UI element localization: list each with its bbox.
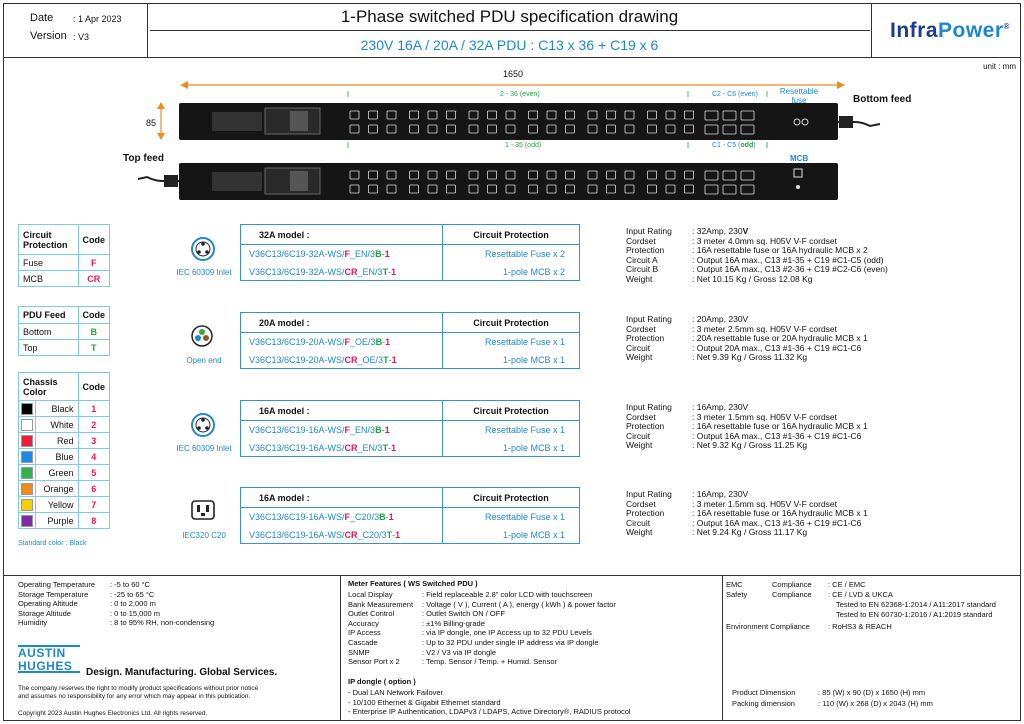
model-spec [626,403,868,451]
model-number: V36C13/6C19-16A-WS/CR_EN/3T-1 [241,440,443,457]
color-row [19,513,110,529]
meter-features-title: Meter Features ( WS Switched PDU ) [348,579,478,588]
even-outlets-label: 2 - 36 (even) [500,91,540,98]
mcb-label: MCB [790,154,809,163]
code-name: Blue [36,449,79,465]
protection-value: 1-pole MCB x 1 [443,352,580,369]
date-label: Date [30,12,54,24]
color-row [19,465,110,481]
env-line: Operating Temperature : -5 to 60 °C [18,580,151,589]
protection-value: 1-pole MCB x 1 [443,527,580,544]
spec-line: Weight : Net 9.32 Kg / Gross 11.25 Kg [626,440,808,450]
code-value: 6 [78,481,110,497]
color-table-header: Chassis Color [19,373,79,401]
tagline: Design. Manufacturing. Global Services. [86,667,278,678]
model-number: V36C13/6C19-16A-WS/F_C20/3B-1 [241,508,443,527]
model-header: 16A model : [241,488,443,508]
spec-line: Cordset : 3 meter 4.0mm sq. H05V V-F cordset [626,235,838,246]
inlet-label: IEC 60309 Inlet [176,444,232,453]
spec-line: Weight : Net 9.39 Kg / Gross 11.32 Kg [626,352,808,362]
inlet-icon [190,412,216,443]
page-title: 1-Phase switched PDU specification drawing [340,7,679,26]
code-value: CR [78,271,110,287]
circuit-code-table [18,224,110,287]
inlet-label: Open end [186,356,222,365]
ip-dongle-title: IP dongle ( option ) [348,677,416,686]
meter-line: Local Display : Field replaceable 2.8" color LCD with touchscreen [348,590,593,599]
env-line: Storage Temperature : -25 to 65 °C [18,589,155,599]
color-row [19,497,110,513]
pdu-drawing [0,60,1024,210]
model-table [240,400,580,457]
code-header: Code [78,373,110,401]
env-line: Humidity : 8 to 95% RH, non-condensing [18,618,215,628]
color-row [19,417,110,433]
spec-line: Input Rating : 20Amp, 230V [626,314,749,324]
disclaimer: The company reserves the right to modify product specifications without prior notice and assumes no responsibility for any error which may appear in this publication. [18,685,259,700]
header [3,3,1021,58]
color-swatch [21,467,33,479]
model-spec [626,490,868,538]
color-swatch [21,435,33,447]
feed-code-table [18,306,110,356]
model-header: 32A model : [241,225,443,245]
color-row [19,449,110,465]
code-name: White [36,417,79,433]
code-value: 4 [78,449,110,465]
model-number: V36C13/6C19-16A-WS/CR_C20/3T-1 [241,527,443,544]
compliance: EMC Compliance : CE / EMC Safety Compliance : CE / LVD & UKCA Tested to EN 62368-1:2014 / A11:2017 standard Tested to EN 60730-1:2016 / A1:2019 standard Environment Compliance : RoHS3 & REACH [726,580,996,631]
model-header: 20A model : [241,313,443,333]
spec-line: Protection : 16A resettable fuse or 16A hydraulic MCB x 1 [626,508,868,518]
env-line: Operating Altitude : 0 to 2,000 m [18,599,156,609]
c19-odd-label: C1 - C5 (odd) [712,142,756,149]
code-name: Black [36,401,79,417]
c19-even-label: C2 - C6 (even) [712,91,758,98]
code-header: Code [78,225,110,255]
resettable-fuse-label: Resettable fuse [779,87,819,105]
code-name: Purple [36,513,79,529]
color-swatch [21,419,33,431]
meter-line: Bank Measurement : Voltage ( V ), Current ( A ), energy ( kWh ) & power factor [348,599,616,609]
brand-power: Power [938,19,1004,42]
footer-divider [722,575,723,721]
protection-header: Circuit Protection [443,313,580,333]
color-swatch [21,403,33,415]
code-name: Green [36,465,79,481]
code-value: 5 [78,465,110,481]
spec-line: Protection : 16A resettable fuse or 16A hydraulic MCB x 2 [626,245,868,255]
inlet-icon [190,236,216,267]
spec-line: Protection : 20A resettable fuse or 20A hydraulic MCB x 1 [626,333,868,343]
code-name: Orange [36,481,79,497]
spec-line: Cordset : 3 meter 2.5mm sq. H05V V-F cordset [626,323,838,334]
meter-module [212,108,320,194]
protection-value: Resettable Fuse x 2 [443,245,580,264]
model-table [240,224,580,281]
model-spec [626,227,888,284]
color-row [19,433,110,449]
meter-line: IP Access : via IP dongle, one IP Access up to 32 PDU Levels [348,628,592,638]
model-number: V36C13/6C19-16A-WS/F_EN/3B-1 [241,421,443,440]
meter-line: Accuracy : ±1% Billing-grade [348,618,485,628]
protection-value: 1-pole MCB x 1 [443,440,580,457]
color-swatch [21,499,33,511]
brand-reg: ® [1003,22,1010,31]
odd-outlets-label: 1 - 35 (odd) [505,142,542,149]
code-value: 1 [78,401,110,417]
length-value: 1650 [503,69,524,79]
model-number: V36C13/6C19-20A-WS/CR_OE/3T-1 [241,352,443,369]
spec-line: Weight : Net 10.15 Kg / Gross 12.08 Kg [626,273,813,284]
spec-line: Cordset : 3 meter 1.5mm sq. H05V V-F cordset [626,411,838,422]
copyright: Copyright 2023 Austin Hughes Electronics Ltd. All rights reserved. [18,710,208,717]
code-value: 3 [78,433,110,449]
footer-divider [340,575,341,721]
code-name: Red [36,433,79,449]
spec-line: Input Rating : 16Amp, 230V [626,402,749,412]
model-spec [626,315,868,363]
version-value: : V3 [73,32,90,42]
spec-line: Circuit B : Output 16A max., C13 #2-36 + C19 #C2-C6 (even) [626,264,888,274]
code-name: Fuse [19,255,79,271]
version-label: Version [30,30,67,42]
protection-header: Circuit Protection [443,225,580,245]
page-subtitle: 230V 16A / 20A / 32A PDU : C13 x 36 + C19 x 6 [360,37,659,53]
length-dimension-line [180,81,845,89]
brand-logo [890,19,1010,43]
model-table [240,312,580,369]
spec-line: Protection : 16A resettable fuse or 16A hydraulic MCB x 1 [626,421,868,431]
spec-line: Circuit : Output 16A max., C13 #1-36 + C19 #C1-C6 [626,430,862,441]
code-name: Top [19,340,79,356]
spec-line: Circuit : Output 20A max., C13 #1-36 + C19 #C1-C6 [626,342,862,353]
code-value: 8 [78,513,110,529]
color-swatch [21,451,33,463]
meter-features [348,590,616,667]
logo-line2: HUGHES [18,659,73,673]
protection-header: Circuit Protection [443,488,580,508]
color-code-table [18,372,110,529]
height-dimension-line [157,102,165,140]
bottom-feed-label: Bottom feed [853,94,912,105]
spec-line: Circuit A : Output 16A max., C13 #1-35 + C19 #C1-C5 (odd) [626,254,884,265]
ip-dongle-list: - Dual LAN Network Failover - 10/100 Ethernet & Gigabit Ethernet standard - Enterprise IP Authentication, LDAPv3 / LDAPS, Active Directory®, RADIUS protocol [348,688,631,717]
austin-hughes-logo [18,645,80,673]
model-table [240,487,580,544]
code-value: B [78,324,110,340]
standard-color-note: Standard color : Black [18,540,87,547]
spec-line: Weight : Net 9.24 Kg / Gross 11.17 Kg [626,527,808,537]
cord-bottom [838,117,880,127]
color-swatch [21,515,33,527]
unit-label: unit : mm [983,62,1016,71]
meter-line: Cascade : Up to 32 PDU under single IP address via IP dongle [348,637,599,647]
spec-line: Input Rating : 16Amp, 230V [626,489,749,499]
environment-spec [18,580,215,628]
title-divider [150,30,870,31]
header-divider [871,3,872,58]
inlet-icon [190,324,214,353]
footer-divider [3,575,1021,576]
meter-line: Outlet Control : Outlet Switch ON / OFF [348,609,505,619]
code-value: F [78,255,110,271]
protection-header: Circuit Protection [443,401,580,421]
protection-value: Resettable Fuse x 1 [443,508,580,527]
color-row [19,481,110,497]
spec-line: Cordset : 3 meter 1.5mm sq. H05V V-F cordset [626,498,838,509]
spec-line: Input Rating : 32Amp, 230V [626,226,749,236]
code-value: T [78,340,110,356]
feed-table-header: PDU Feed [19,307,79,324]
height-value: 85 [146,118,157,128]
meter-line: Sensor Port x 2 : Temp. Sensor / Temp. + Humid. Sensor [348,657,557,667]
model-number: V36C13/6C19-32A-WS/F_EN/3B-1 [241,245,443,264]
inlet-label: IEC 60309 Inlet [176,268,232,277]
logo-line1: AUSTIN [18,646,66,660]
inlet-label: IEC320 C20 [182,531,226,540]
code-name: MCB [19,271,79,287]
model-header: 16A model : [241,401,443,421]
code-name: Yellow [36,497,79,513]
circuit-table-header: Circuit Protection [23,229,68,250]
env-line: Storage Altitude : 0 to 15,000 m [18,608,161,618]
code-value: 2 [78,417,110,433]
protection-value: 1-pole MCB x 2 [443,264,580,281]
cord-top [138,176,179,186]
top-feed-label: Top feed [123,153,164,164]
protection-value: Resettable Fuse x 1 [443,421,580,440]
brand-infra: Infra [890,19,939,42]
color-swatch [21,483,33,495]
code-name: Bottom [19,324,79,340]
code-header: Code [78,307,110,324]
spec-line: Circuit : Output 16A max., C13 #1-36 + C19 #C1-C6 [626,517,862,528]
dimensions: Product Dimension : 85 (W) x 90 (D) x 1650 (H) mm Packing dimension : 110 (W) x 268 (D) x 2043 (H) mm [732,688,933,708]
model-number: V36C13/6C19-32A-WS/CR_EN/3T-1 [241,264,443,281]
code-value: 7 [78,497,110,513]
model-number: V36C13/6C19-20A-WS/F_OE/3B-1 [241,333,443,352]
protection-value: Resettable Fuse x 1 [443,333,580,352]
meter-line: SNMP : V2 / V3 via IP dongle [348,647,497,657]
inlet-icon [190,499,216,526]
color-row [19,401,110,417]
date-value: : 1 Apr 2023 [73,14,122,24]
